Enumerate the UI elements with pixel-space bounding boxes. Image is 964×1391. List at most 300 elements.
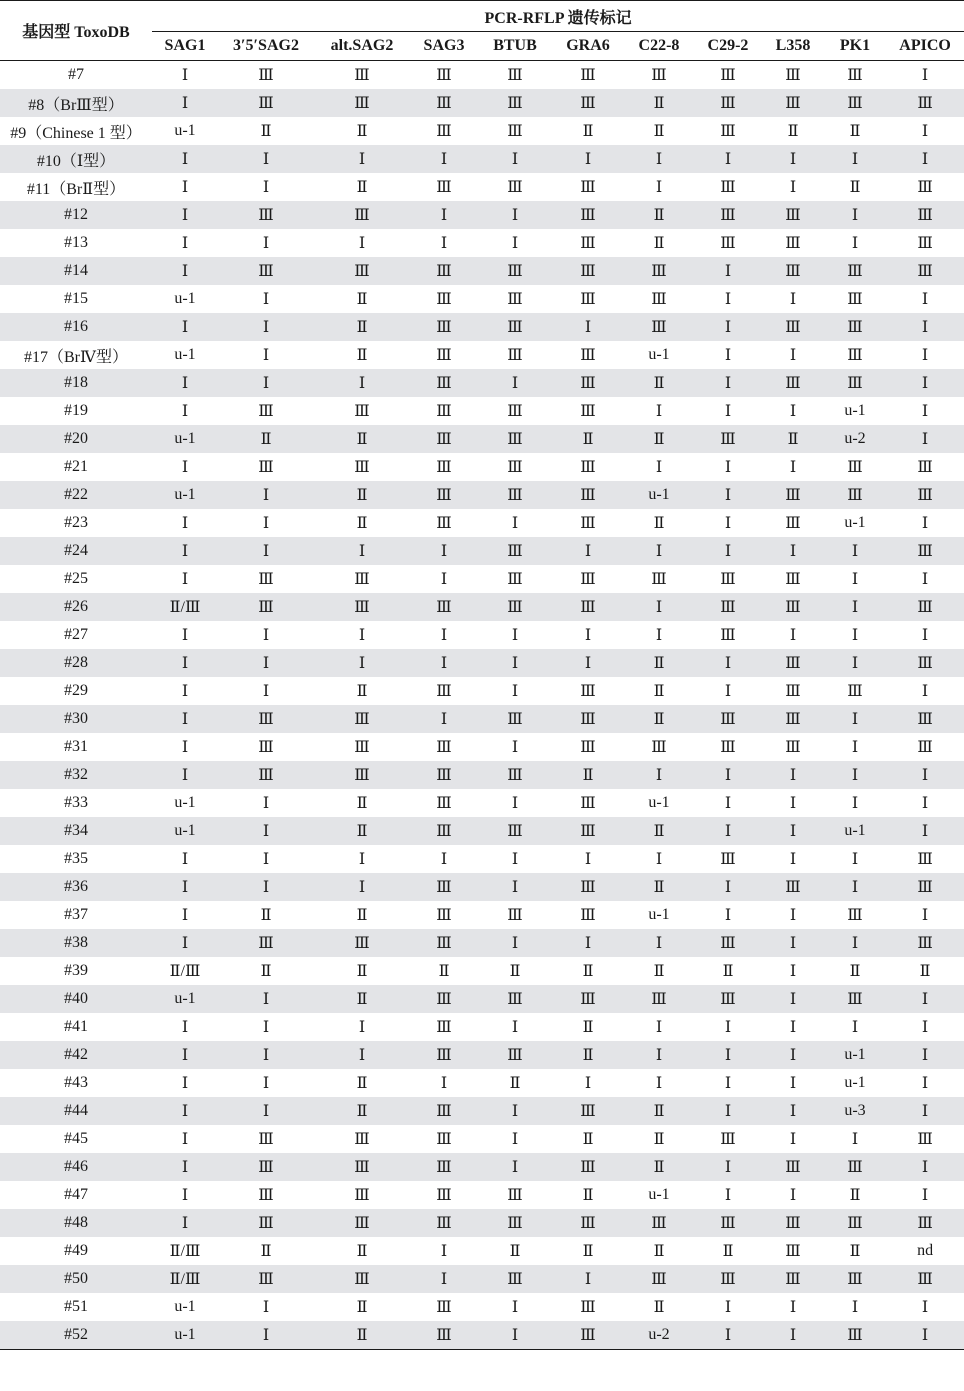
genotype-cell: #16	[0, 313, 152, 341]
marker-cell: Ⅲ	[651, 291, 667, 308]
marker-cell: Ⅱ	[356, 683, 368, 700]
marker-cell: Ⅲ	[580, 67, 596, 84]
marker-cell: Ⅰ	[262, 235, 270, 252]
marker-cell: Ⅰ	[218, 649, 314, 677]
marker-cell: Ⅰ	[724, 1075, 732, 1092]
marker-cell: Ⅲ	[478, 1041, 552, 1069]
marker-cell: Ⅲ	[694, 593, 762, 621]
marker-cell: u-1	[624, 481, 694, 509]
marker-cell: Ⅱ	[624, 705, 694, 733]
marker-cell: Ⅰ	[789, 1299, 797, 1316]
marker-cell: Ⅰ	[181, 235, 189, 252]
marker-cell: Ⅰ	[218, 313, 314, 341]
marker-cell: Ⅰ	[886, 1041, 964, 1069]
genotype-cell: #8（BrⅢ型）	[0, 89, 152, 117]
marker-cell: Ⅲ	[886, 89, 964, 117]
genotype-cell: #38	[0, 929, 152, 957]
marker-cell: Ⅰ	[584, 851, 592, 868]
marker-cell: Ⅰ	[262, 515, 270, 532]
marker-cell: Ⅰ	[886, 761, 964, 789]
marker-cell: Ⅲ	[694, 201, 762, 229]
marker-cell: Ⅲ	[847, 291, 863, 308]
marker-cell: Ⅲ	[478, 257, 552, 285]
marker-cell: Ⅲ	[436, 123, 452, 140]
marker-cell: Ⅰ	[724, 1019, 732, 1036]
table-row	[0, 1265, 964, 1293]
marker-cell: Ⅲ	[218, 593, 314, 621]
marker-cell: Ⅰ	[181, 627, 189, 644]
table-row	[0, 341, 964, 369]
genotype-cell: #10（Ⅰ型）	[0, 145, 152, 173]
marker-cell: Ⅲ	[762, 201, 824, 229]
marker-cell: Ⅱ	[762, 425, 824, 453]
marker-cell: u-1	[844, 402, 866, 419]
table-row	[0, 313, 964, 341]
marker-cell: Ⅰ	[921, 1075, 929, 1092]
column-header: C22-8	[624, 32, 694, 61]
table-row	[0, 145, 964, 173]
marker-cell: Ⅲ	[824, 1209, 886, 1237]
marker-cell: Ⅲ	[410, 1209, 478, 1237]
marker-cell: Ⅰ	[478, 1097, 552, 1125]
marker-cell: Ⅲ	[314, 761, 410, 789]
marker-cell: Ⅰ	[478, 145, 552, 173]
marker-cell: Ⅱ	[624, 1153, 694, 1181]
marker-cell: Ⅲ	[552, 89, 624, 117]
marker-cell: Ⅲ	[410, 1041, 478, 1069]
marker-cell: Ⅲ	[624, 257, 694, 285]
marker-cell: Ⅰ	[410, 201, 478, 229]
marker-cell: Ⅰ	[478, 929, 552, 957]
marker-cell: Ⅲ	[507, 67, 523, 84]
marker-cell: Ⅰ	[152, 537, 218, 565]
marker-cell: Ⅰ	[262, 683, 270, 700]
marker-cell: Ⅲ	[410, 929, 478, 957]
marker-cell: Ⅰ	[921, 67, 929, 84]
marker-cell: Ⅰ	[789, 459, 797, 476]
marker-cell: Ⅰ	[886, 369, 964, 397]
marker-cell: Ⅲ	[624, 985, 694, 1013]
table-row	[0, 61, 964, 90]
marker-cell: Ⅲ	[762, 873, 824, 901]
table-row	[0, 957, 964, 985]
marker-cell: Ⅲ	[694, 705, 762, 733]
marker-cell: Ⅱ	[314, 1321, 410, 1350]
table-row	[0, 929, 964, 957]
table-row	[0, 509, 964, 537]
table-row	[0, 845, 964, 873]
marker-cell: Ⅰ	[851, 627, 859, 644]
marker-cell: Ⅰ	[478, 1153, 552, 1181]
marker-cell: Ⅱ	[509, 963, 521, 980]
marker-cell: Ⅲ	[580, 907, 596, 924]
marker-cell: Ⅲ	[478, 1209, 552, 1237]
genotype-cell: #48	[0, 1209, 152, 1237]
marker-cell: Ⅲ	[762, 705, 824, 733]
genotype-cell: #32	[0, 761, 152, 789]
marker-cell: Ⅲ	[436, 179, 452, 196]
marker-cell: Ⅲ	[720, 179, 736, 196]
genotype-cell: #26	[0, 593, 152, 621]
marker-cell: Ⅲ	[410, 481, 478, 509]
marker-cell: Ⅲ	[436, 683, 452, 700]
marker-cell: u-1	[152, 481, 218, 509]
marker-cell: Ⅲ	[886, 593, 964, 621]
marker-cell: Ⅰ	[694, 649, 762, 677]
marker-cell: Ⅲ	[507, 291, 523, 308]
marker-cell: Ⅲ	[436, 1019, 452, 1036]
marker-cell: Ⅲ	[436, 1187, 452, 1204]
genotype-cell: #7	[68, 66, 84, 83]
marker-cell: Ⅱ	[582, 1243, 594, 1260]
marker-cell: Ⅲ	[762, 1209, 824, 1237]
marker-cell: Ⅲ	[507, 907, 523, 924]
marker-cell: Ⅱ	[356, 179, 368, 196]
marker-cell: Ⅰ	[921, 627, 929, 644]
marker-cell: Ⅲ	[917, 235, 933, 252]
marker-cell: Ⅰ	[886, 817, 964, 845]
column-header: L358	[762, 32, 824, 61]
marker-cell: Ⅰ	[921, 907, 929, 924]
marker-cell: Ⅰ	[724, 683, 732, 700]
table-row	[0, 397, 964, 425]
marker-cell: Ⅰ	[694, 481, 762, 509]
marker-cell: Ⅰ	[694, 1321, 762, 1350]
marker-cell: Ⅰ	[218, 537, 314, 565]
marker-cell: Ⅰ	[789, 1075, 797, 1092]
marker-cell: Ⅰ	[181, 851, 189, 868]
marker-cell: Ⅲ	[917, 1131, 933, 1148]
table-row	[0, 537, 964, 565]
marker-cell: Ⅲ	[762, 593, 824, 621]
marker-cell: Ⅲ	[436, 291, 452, 308]
marker-cell: u-1	[152, 1321, 218, 1350]
marker-cell: Ⅲ	[354, 1131, 370, 1148]
marker-cell: Ⅱ	[260, 123, 272, 140]
marker-cell: Ⅲ	[436, 907, 452, 924]
marker-cell: Ⅰ	[152, 649, 218, 677]
table-row	[0, 285, 964, 313]
marker-cell: Ⅲ	[552, 873, 624, 901]
marker-cell: Ⅲ	[258, 403, 274, 420]
marker-cell: Ⅱ	[314, 425, 410, 453]
marker-cell: Ⅰ	[410, 1265, 478, 1293]
marker-cell: Ⅰ	[511, 683, 519, 700]
marker-cell: Ⅰ	[921, 291, 929, 308]
marker-cell: Ⅲ	[552, 1097, 624, 1125]
marker-cell: Ⅰ	[824, 537, 886, 565]
marker-cell: Ⅱ	[356, 907, 368, 924]
marker-cell: Ⅲ	[436, 515, 452, 532]
marker-cell: Ⅰ	[921, 571, 929, 588]
marker-cell: Ⅲ	[580, 795, 596, 812]
marker-cell: Ⅲ	[762, 313, 824, 341]
marker-cell: Ⅲ	[886, 481, 964, 509]
marker-cell: Ⅲ	[580, 403, 596, 420]
marker-cell: u-1	[844, 1074, 866, 1091]
marker-cell: u-3	[824, 1097, 886, 1125]
marker-cell: Ⅲ	[218, 257, 314, 285]
genotype-cell: #44	[0, 1097, 152, 1125]
marker-cell: Ⅱ	[582, 123, 594, 140]
column-header: 3′5′SAG2	[218, 32, 314, 61]
marker-cell: Ⅱ	[919, 963, 931, 980]
marker-cell: Ⅲ	[436, 67, 452, 84]
marker-cell: Ⅲ	[258, 459, 274, 476]
marker-cell: Ⅲ	[410, 313, 478, 341]
marker-cell: Ⅰ	[478, 649, 552, 677]
marker-cell: Ⅰ	[921, 1187, 929, 1204]
marker-cell: Ⅲ	[552, 817, 624, 845]
marker-cell: Ⅲ	[651, 67, 667, 84]
marker-cell: Ⅲ	[218, 705, 314, 733]
marker-cell: Ⅱ	[356, 963, 368, 980]
table-row	[0, 89, 964, 117]
table-row	[0, 705, 964, 733]
marker-cell: Ⅰ	[824, 145, 886, 173]
marker-cell: Ⅲ	[847, 347, 863, 364]
marker-cell: Ⅲ	[218, 761, 314, 789]
marker-cell: Ⅱ	[260, 1243, 272, 1260]
marker-cell: Ⅲ	[824, 1153, 886, 1181]
marker-cell: Ⅲ	[552, 1153, 624, 1181]
marker-cell: u-1	[174, 1298, 196, 1315]
marker-cell: Ⅲ	[785, 67, 801, 84]
marker-cell: Ⅲ	[580, 739, 596, 756]
marker-cell: Ⅲ	[410, 1321, 478, 1350]
marker-cell: Ⅱ	[356, 515, 368, 532]
marker-cell: Ⅱ	[356, 1075, 368, 1092]
column-header: SAG1	[152, 32, 218, 61]
marker-cell: Ⅲ	[478, 593, 552, 621]
table-row	[0, 873, 964, 901]
marker-cell: Ⅰ	[152, 761, 218, 789]
marker-cell: Ⅲ	[847, 459, 863, 476]
marker-cell: Ⅱ	[624, 649, 694, 677]
genotype-cell: #37	[64, 906, 88, 923]
marker-cell: Ⅰ	[440, 235, 448, 252]
marker-cell: Ⅰ	[789, 1019, 797, 1036]
marker-cell: Ⅰ	[511, 739, 519, 756]
marker-cell: Ⅱ	[849, 1243, 861, 1260]
marker-cell: Ⅲ	[580, 179, 596, 196]
marker-cell: Ⅰ	[886, 1321, 964, 1350]
marker-cell: Ⅰ	[762, 537, 824, 565]
marker-cell: Ⅰ	[921, 515, 929, 532]
marker-cell: Ⅰ	[314, 649, 410, 677]
marker-cell: Ⅲ	[410, 1097, 478, 1125]
marker-cell: Ⅰ	[511, 1299, 519, 1316]
marker-cell: u-1	[152, 425, 218, 453]
marker-cell: Ⅰ	[655, 1075, 663, 1092]
marker-cell: u-2	[824, 425, 886, 453]
genotype-cell: #33	[64, 794, 88, 811]
marker-cell: Ⅰ	[552, 145, 624, 173]
marker-cell: Ⅲ	[436, 1299, 452, 1316]
table-row	[0, 565, 964, 593]
genotype-cell: #9（Chinese 1 型）	[10, 124, 142, 142]
marker-cell: Ⅰ	[410, 145, 478, 173]
marker-cell: Ⅰ	[886, 145, 964, 173]
marker-cell: Ⅱ	[653, 1243, 665, 1260]
table-row	[0, 1153, 964, 1181]
marker-cell: Ⅲ	[785, 571, 801, 588]
marker-cell: Ⅲ	[410, 761, 478, 789]
marker-cell: Ⅰ	[694, 873, 762, 901]
marker-cell: Ⅰ	[181, 1131, 189, 1148]
marker-cell: Ⅲ	[917, 459, 933, 476]
marker-cell: Ⅰ	[410, 705, 478, 733]
marker-cell: Ⅰ	[694, 817, 762, 845]
marker-cell: Ⅲ	[624, 313, 694, 341]
genotype-cell: #36	[0, 873, 152, 901]
marker-cell: u-1	[648, 906, 670, 923]
genotype-cell: #11（BrⅡ型）	[26, 180, 126, 198]
marker-cell: Ⅰ	[762, 1097, 824, 1125]
marker-cell: Ⅰ	[314, 1041, 410, 1069]
marker-cell: Ⅲ	[507, 179, 523, 196]
marker-cell: Ⅰ	[694, 369, 762, 397]
marker-cell: Ⅰ	[552, 649, 624, 677]
marker-cell: Ⅲ	[917, 851, 933, 868]
marker-cell: Ⅰ	[262, 1019, 270, 1036]
marker-cell: Ⅲ	[552, 705, 624, 733]
marker-cell: Ⅲ	[258, 1187, 274, 1204]
marker-cell: Ⅲ	[552, 593, 624, 621]
genotype-cell: #19	[64, 402, 88, 419]
marker-cell: Ⅱ	[787, 123, 799, 140]
marker-cell: Ⅲ	[314, 257, 410, 285]
marker-cell: Ⅲ	[478, 985, 552, 1013]
marker-cell: Ⅲ	[580, 515, 596, 532]
marker-cell: Ⅱ	[356, 1243, 368, 1260]
table-row	[0, 117, 964, 145]
table-row	[0, 1013, 964, 1041]
marker-cell: Ⅰ	[655, 459, 663, 476]
marker-cell: Ⅲ	[651, 571, 667, 588]
genotype-cell: #27	[64, 626, 88, 643]
marker-cell: Ⅲ	[847, 907, 863, 924]
marker-cell: Ⅰ	[921, 347, 929, 364]
genotype-cell: #39	[64, 962, 88, 979]
marker-cell: Ⅲ	[720, 851, 736, 868]
marker-cell: Ⅰ	[152, 873, 218, 901]
marker-cell: Ⅰ	[152, 369, 218, 397]
marker-cell: Ⅲ	[436, 739, 452, 756]
marker-cell: Ⅰ	[789, 1131, 797, 1148]
marker-cell: Ⅲ	[762, 369, 824, 397]
marker-cell: Ⅰ	[181, 907, 189, 924]
marker-cell: Ⅱ	[356, 123, 368, 140]
marker-cell: nd	[917, 1242, 934, 1259]
marker-cell: Ⅰ	[694, 761, 762, 789]
table-row	[0, 1041, 964, 1069]
marker-cell: Ⅰ	[724, 1187, 732, 1204]
marker-cell: Ⅱ	[438, 963, 450, 980]
marker-cell: Ⅲ	[478, 425, 552, 453]
marker-cell: Ⅰ	[789, 963, 797, 980]
marker-cell: Ⅱ/Ⅲ	[169, 963, 201, 980]
marker-cell: Ⅲ	[218, 1153, 314, 1181]
genotype-cell: #51	[64, 1298, 88, 1315]
table-row	[0, 1237, 964, 1265]
marker-cell: u-1	[152, 985, 218, 1013]
marker-cell: Ⅲ	[785, 515, 801, 532]
table-row	[0, 901, 964, 929]
marker-cell: Ⅰ	[552, 1265, 624, 1293]
marker-cell: Ⅲ	[410, 817, 478, 845]
marker-cell: Ⅰ	[181, 739, 189, 756]
marker-cell: Ⅰ	[358, 235, 366, 252]
marker-cell: Ⅰ	[824, 929, 886, 957]
marker-cell: Ⅲ	[580, 571, 596, 588]
marker-cell: Ⅲ	[354, 739, 370, 756]
genotype-cell: #50	[0, 1265, 152, 1293]
marker-cell: Ⅰ	[851, 1019, 859, 1036]
marker-cell: Ⅰ	[358, 851, 366, 868]
marker-cell: Ⅰ	[724, 907, 732, 924]
marker-cell: Ⅱ/Ⅲ	[152, 1265, 218, 1293]
marker-cell: Ⅰ	[181, 403, 189, 420]
marker-cell: Ⅱ	[552, 761, 624, 789]
genotype-cell: #30	[0, 705, 152, 733]
marker-cell: Ⅲ	[847, 67, 863, 84]
marker-cell: Ⅰ	[218, 1321, 314, 1350]
marker-cell: Ⅰ	[262, 291, 270, 308]
marker-cell: Ⅲ	[354, 571, 370, 588]
marker-cell: Ⅰ	[921, 795, 929, 812]
marker-cell: Ⅰ	[886, 1153, 964, 1181]
marker-cell: Ⅲ	[410, 89, 478, 117]
marker-cell: Ⅰ	[655, 627, 663, 644]
marker-cell: Ⅱ	[314, 817, 410, 845]
marker-cell: u-1	[174, 122, 196, 139]
marker-cell: u-1	[824, 1041, 886, 1069]
marker-cell: Ⅰ	[478, 201, 552, 229]
marker-cell: Ⅲ	[580, 235, 596, 252]
marker-cell: Ⅱ	[653, 683, 665, 700]
marker-cell: Ⅰ	[152, 1153, 218, 1181]
genotype-cell: #35	[64, 850, 88, 867]
marker-cell: Ⅱ	[653, 515, 665, 532]
marker-cell: Ⅰ	[851, 739, 859, 756]
marker-cell: Ⅱ	[624, 369, 694, 397]
marker-cell: Ⅲ	[552, 201, 624, 229]
marker-cell: Ⅰ	[886, 425, 964, 453]
marker-cell: Ⅲ	[886, 201, 964, 229]
marker-cell: Ⅰ	[511, 515, 519, 532]
marker-cell: Ⅰ	[262, 795, 270, 812]
marker-cell: Ⅰ	[440, 851, 448, 868]
marker-cell: Ⅲ	[694, 1265, 762, 1293]
marker-cell: Ⅱ	[509, 1243, 521, 1260]
marker-cell: Ⅱ	[849, 179, 861, 196]
marker-cell: Ⅲ	[886, 873, 964, 901]
genotype-cell: #12	[0, 201, 152, 229]
marker-cell: Ⅱ	[582, 1019, 594, 1036]
marker-cell: Ⅲ	[580, 683, 596, 700]
column-header: PK1	[824, 32, 886, 61]
marker-cell: Ⅲ	[507, 403, 523, 420]
table-row	[0, 789, 964, 817]
marker-cell: Ⅱ	[314, 313, 410, 341]
marker-cell: Ⅰ	[262, 1299, 270, 1316]
marker-cell: Ⅲ	[478, 89, 552, 117]
table-row	[0, 1209, 964, 1237]
marker-cell: Ⅰ	[851, 235, 859, 252]
marker-cell: Ⅰ	[655, 851, 663, 868]
marker-cell: Ⅰ	[724, 515, 732, 532]
